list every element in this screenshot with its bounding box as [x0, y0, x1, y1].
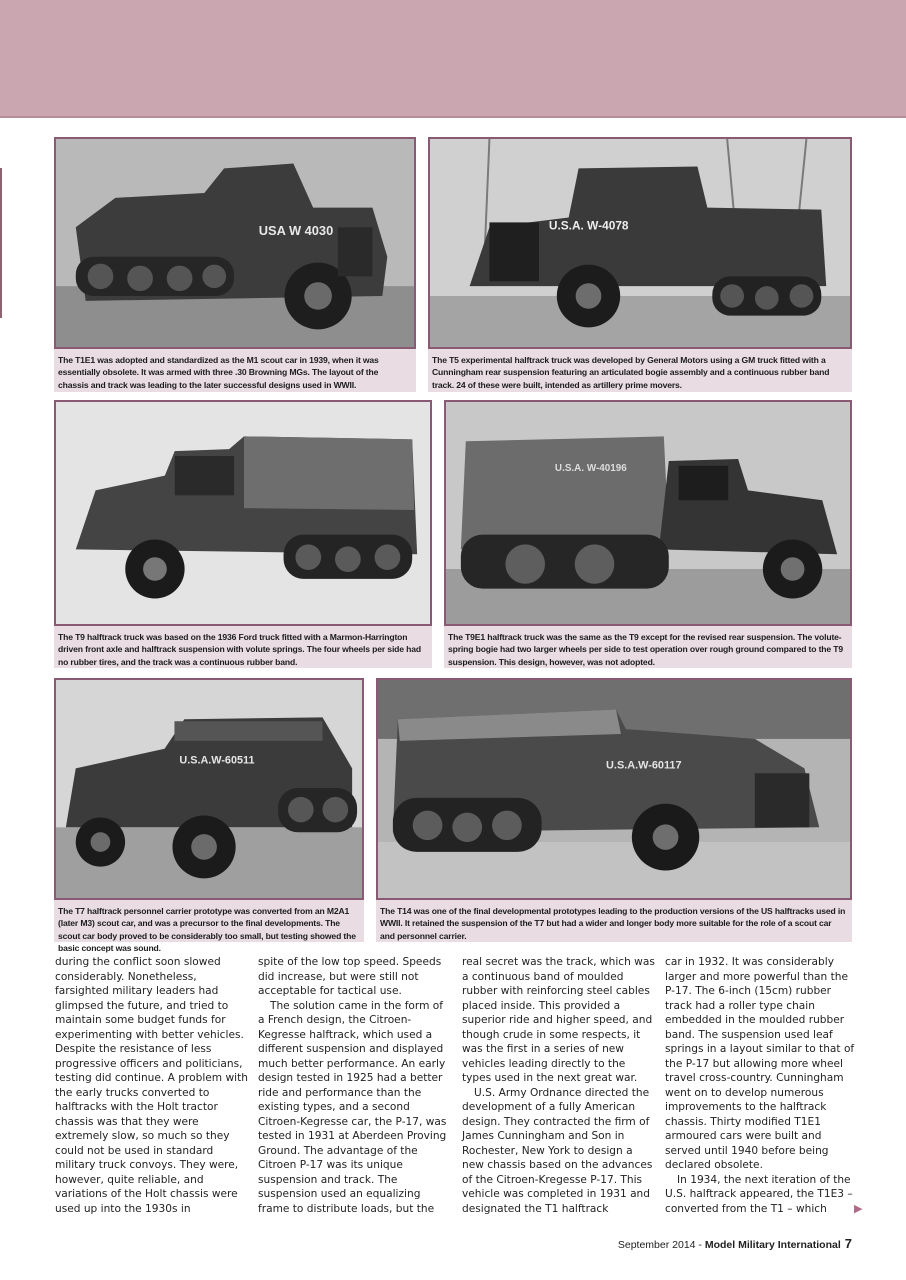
photo-m1-scout-car — [54, 137, 416, 349]
figure-caption: The T5 experimental halftrack truck was developed by General Motors using a GM truck fitted with a Cunningham rear suspension featuring an articulated bogie assembly and a continuous rubber band track. 24 of these were built, intended as artillery prime movers. — [432, 355, 830, 390]
halftrack-photo-illustration — [446, 402, 850, 624]
figure-caption: The T1E1 was adopted and standardized as the M1 scout car in 1939, when it was essentially obsolete. It was armed with three .30 Browning MGs. The layout of the chassis and track was leading to the later successful designs used in WWII. — [58, 355, 379, 390]
halftrack-photo-illustration — [430, 139, 850, 347]
halftrack-photo-illustration — [56, 402, 430, 624]
body-paragraph: during the conflict soon slowed considerably. Nonetheless, farsighted military leaders had glimpsed the future, and tried to maintain some budget funds for experimenting with better vehicles. Despite the resistance of less progressive officers and politicians, testing did continue. A problem with the early trucks converted to halftracks with the Holt tractor chassis was that they were extremely slow, so much so they could not be used in standard military truck convoys. They were, however, quite reliable, and variations of the Holt chassis were used up into the 1930s in — [55, 956, 248, 1215]
page-footer — [618, 1236, 852, 1251]
figure-caption: The T7 halftrack personnel carrier prototype was converted from an M2A1 (later M3) scout car, and was a precursor to the final developments. The scout car body proved to be considerably too small, but testing showed the basic concept was sound. — [58, 906, 356, 954]
vehicle-marking: U.S.A. W-4078 — [548, 218, 629, 233]
photo-t9-halftrack — [54, 400, 432, 626]
halftrack-photo-illustration — [378, 680, 850, 898]
body-paragraph: In 1934, the next iteration of the U.S. halftrack appeared, the T1E3 – converted from the T1 – which — [665, 1173, 853, 1215]
body-paragraph: The solution came in the form of a French design, the Citroen-Kegresse halftrack, which used a different suspension and displayed much better performance. An early design tested in 1925 had a better ride and performance than the existing types, and a second Citroen-Kegresse car, the P-17, was tested in 1931 at Aberdeen Proving Ground. The advantage of the Citroen P-17 was its unique suspension and track. The suspension used an equalizing frame to distribute loads, but the — [258, 999, 447, 1215]
body-column-4 — [665, 955, 859, 1216]
body-column-2 — [258, 955, 452, 1216]
footer-date: September 2014 - — [617, 1239, 705, 1251]
figure-t9e1-halftrack — [444, 400, 852, 668]
vehicle-marking: U.S.A. W-40196 — [554, 462, 627, 474]
figure-caption: The T9 halftrack truck was based on the 1936 Ford truck fitted with a Marmon-Harrington driven front axle and halftrack suspension with volute springs. The four wheels per side had no rubber tires, and the track was a continuous rubber band. — [58, 632, 421, 667]
body-column-3 — [462, 955, 656, 1216]
vehicle-marking: U.S.A.W-60117 — [606, 759, 682, 772]
body-column-1 — [55, 955, 249, 1216]
photo-t5-halftrack — [428, 137, 852, 349]
body-paragraph: car in 1932. It was considerably larger and more powerful than the P-17. The 6-inch (15cm) rubber track had a roller type chain embedded in the moulded rubber band. The suspension used leaf springs in a layout similar to that of the P-17 but allowing more wheel travel cross-country. Cunningham went on to develop numerous improvements to the halftrack chassis. Thirty modified T1E1 armoured cars were built and served until 1940 before being declared obsolete. — [665, 956, 855, 1171]
vehicle-marking: USA W 4030 — [258, 223, 334, 239]
figure-t7-halftrack — [54, 678, 364, 954]
page-number: 7 — [844, 1236, 852, 1251]
halftrack-photo-illustration — [56, 680, 362, 898]
photo-t7-halftrack — [54, 678, 364, 900]
footer-magazine-title: Model Military International — [704, 1239, 841, 1251]
body-paragraph: U.S. Army Ordnance directed the development of a fully American design. They contracted the firm of James Cunningham and Son in Rochester, New York to design a new chassis based on the advances of the Citroen-Kregesse P-17. This vehicle was completed in 1931 and designated the T1 halftrack — [462, 1086, 653, 1215]
header-color-band — [0, 0, 906, 118]
figure-m1-scout-car — [54, 137, 416, 392]
halftrack-photo-illustration — [56, 139, 414, 347]
figure-t5-halftrack — [428, 137, 852, 392]
figure-t9-halftrack — [54, 400, 432, 668]
figure-caption: The T9E1 halftrack truck was the same as the T9 except for the revised rear suspension. The volute-spring bogie had two larger wheels per side to test operation over rough ground compared to the T9 suspension. This design, however, was not adopted. — [448, 632, 843, 667]
page-edge-marker — [0, 168, 2, 318]
figure-t14-halftrack — [376, 678, 852, 942]
photo-t9e1-halftrack — [444, 400, 852, 626]
continue-arrow-icon: ▶ — [854, 1203, 863, 1215]
photo-t14-halftrack — [376, 678, 852, 900]
body-paragraph: spite of the low top speed. Speeds did increase, but were still not acceptable for tactical use. — [258, 956, 442, 997]
body-paragraph: real secret was the track, which was a continuous band of moulded rubber with reinforcing steel cables placed inside. This provided a superior ride and higher speed, and though crude in some respects, it was the first in a series of new vehicles leading directly to the types used in the next great war. — [462, 956, 655, 1084]
figure-caption: The T14 was one of the final developmental prototypes leading to the production versions of the US halftracks used in WWII. It retained the suspension of the T7 but had a wider and longer body more suitable for the role of a scout car and personnel carrier. — [380, 906, 846, 941]
vehicle-marking: U.S.A.W-60511 — [179, 754, 255, 767]
